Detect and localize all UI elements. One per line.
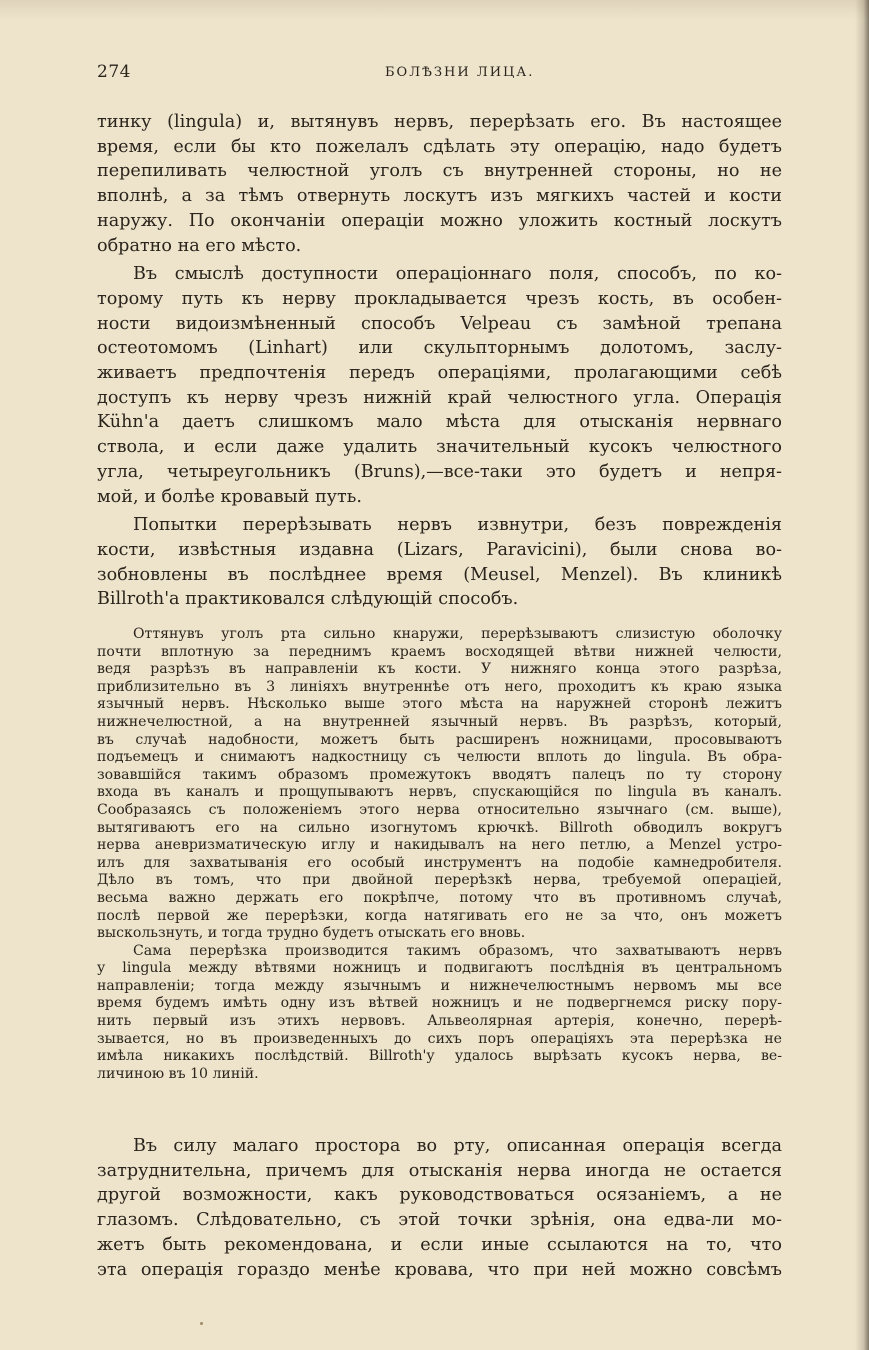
text-line: время, если бы кто пожелалъ сдѣлать эту операцію, надо будетъ — [97, 136, 782, 157]
text-line: наружу. По окончаніи операціи можно уложить костный лоскутъ — [97, 210, 782, 231]
text-line: язычный нервъ. Нѣсколько выше этого мѣста на наружней сторонѣ лежитъ — [97, 696, 782, 713]
text-line: перепиливать челюстной уголъ съ внутренней стороны, но не — [97, 161, 782, 182]
running-title: БОЛѢЗНИ ЛИЦА. — [385, 65, 535, 80]
text-line: зобновлены въ послѣднее время (Meusel, Menzel). Въ клиникѣ — [97, 564, 782, 585]
text-line: приблизительно въ 3 линіяхъ внутреннѣе отъ него, проходитъ къ краю языка — [97, 678, 782, 695]
small-print-block — [97, 626, 782, 1083]
main-text-bottom — [97, 1134, 782, 1282]
text-line: Въ силу малаго простора во рту, описанная операція всегда — [133, 1136, 782, 1156]
text-line: илъ для захватыванія его особый инструментъ на подобіе камнедробителя. — [97, 854, 782, 871]
text-line: Billroth'а практиковался слѣдующій способъ. — [97, 589, 519, 610]
text-line: нижнечелюстной, а на внутренней язычный нервъ. Въ разрѣзъ, который, — [97, 713, 782, 730]
text-line: весьма важно держать его покрѣпче, потому что въ противномъ случаѣ, — [97, 889, 782, 906]
text-line: Сообразаясь съ положеніемъ этого нерва относительно язычнаго (см. выше), — [97, 801, 782, 818]
text-line: жетъ быть рекомендована, и если иные ссылаются на то, что — [97, 1234, 782, 1255]
text-line: эта операція гораздо менѣе кровава, что при ней можно совсѣмъ — [97, 1259, 782, 1280]
text-line: тинку (lingula) и, вытянувъ нервъ, перерѣзать его. Въ настоящее — [97, 112, 782, 132]
paragraph-2 — [97, 262, 782, 509]
text-line: остеотомомъ (Linhart) или скульпторнымъ долотомъ, заслу- — [97, 338, 782, 359]
text-line: выскользнуть, и тогда трудно будетъ отыскать его вновь. — [97, 925, 526, 942]
text-line: у lingula между вѣтвями ножницъ и подвигаютъ послѣднія въ центральномъ — [97, 960, 782, 977]
text-line: вытягиваютъ его на сильно изогнутомъ крючкѣ. Billroth обводилъ вокругъ — [97, 819, 782, 836]
text-line: зовавшійся такимъ образомъ промежутокъ вводятъ палецъ по ту сторону — [97, 766, 782, 783]
text-line: нерва аневризматическую иглу и накидывалъ на него петлю, а Menzel устро- — [97, 837, 782, 854]
text-line: Оттянувъ уголъ рта сильно кнаружи, перерѣзываютъ слизистую оболочку — [133, 626, 782, 642]
text-line: ности видоизмѣненный способъ Velpeau съ замѣной трепана — [97, 313, 782, 334]
text-line: кости, извѣстныя издавна (Lizars, Paravicini), были снова во- — [97, 539, 782, 560]
page-binding-shadow — [855, 0, 869, 1350]
text-line: направленіи; тогда между язычнымъ и нижнечелюстнымъ нервомъ мы все — [97, 977, 782, 994]
page-shadow-top — [0, 0, 869, 20]
paragraph-4 — [97, 1134, 782, 1282]
text-line: личиною въ 10 линій. — [97, 1065, 259, 1082]
text-line: доступъ къ нерву чрезъ нижній край челюстного угла. Операція — [97, 387, 782, 408]
text-line: другой возможности, какъ руководствоваться осязаніемъ, а не — [97, 1185, 782, 1206]
text-line: мой, и болѣе кровавый путь. — [97, 486, 362, 507]
text-line: затруднительна, причемъ для отысканія нерва иногда не остается — [97, 1160, 782, 1181]
text-line: ствола, и если даже удалить значительный кусокъ челюстного — [97, 437, 782, 458]
text-line: зывается, но въ произведенныхъ до сихъ поръ операціяхъ эта перерѣзка не — [97, 1030, 782, 1047]
paper-speck — [200, 1322, 203, 1325]
text-line: имѣла никакихъ послѣдствій. Billroth'у удалось вырѣзать кусокъ нерва, ве- — [97, 1048, 782, 1065]
paragraph-3 — [97, 513, 782, 612]
text-line: Попытки перерѣзывать нервъ извнутри, безъ поврежденія — [133, 515, 782, 536]
text-line: Въ смыслѣ доступности операціоннаго поля, способъ, по ко- — [133, 264, 782, 285]
main-text-top — [97, 110, 782, 612]
text-line: въ случаѣ надобности, можетъ быть расширенъ ножницами, просовываютъ — [97, 731, 782, 748]
text-line: Kühn'а даетъ слишкомъ мало мѣста для отысканія нервнаго — [97, 412, 782, 433]
text-line: торому путь къ нерву прокладывается чрезъ кость, въ особен- — [97, 288, 782, 309]
text-line: Сама перерѣзка производится такимъ образомъ, что захватываютъ нервъ — [133, 942, 782, 959]
text-line: почти вплотную за переднимъ краемъ восходящей вѣтви нижней челюсти, — [97, 643, 782, 660]
text-line: угла, четыреугольникъ (Bruns),—все-таки это будетъ и непря- — [97, 461, 782, 482]
page-header — [97, 62, 782, 86]
text-line: послѣ первой же перерѣзки, когда натягивать его не за что, онъ можетъ — [97, 907, 782, 924]
text-line: глазомъ. Слѣдовательно, съ этой точки зрѣнія, она едва-ли мо- — [97, 1210, 782, 1231]
text-line: Дѣло въ томъ, что при двойной перерѣзкѣ нерва, требуемой операціей, — [97, 872, 782, 889]
text-line: живаетъ предпочтенія передъ операціями, пролагающими себѣ — [97, 363, 782, 384]
page-number: 274 — [97, 62, 131, 82]
text-line: подъемецъ и снимаютъ надкостницу съ челюсти вплоть до lingula. Въ обра- — [97, 749, 782, 766]
paragraph-1 — [97, 110, 782, 258]
text-line: нить первый изъ этихъ нервовъ. Альвеолярная артерія, конечно, перерѣ- — [97, 1013, 782, 1030]
text-line: время будемъ имѣть одну изъ вѣтвей ножницъ и не подвергнемся риску пору- — [97, 995, 782, 1012]
small-paragraph-2 — [97, 943, 782, 1084]
text-line: вполнѣ, а за тѣмъ отвернуть лоскутъ изъ мягкихъ частей и кости — [97, 186, 782, 207]
text-line: обратно на его мѣсто. — [97, 235, 302, 256]
small-paragraph-1 — [97, 626, 782, 943]
text-line: входа въ каналъ и прощупываютъ нервъ, спускающійся по lingula въ каналъ. — [97, 784, 782, 801]
text-line: ведя разрѣзъ въ направленіи къ кости. У нижняго конца этого разрѣза, — [97, 661, 782, 678]
